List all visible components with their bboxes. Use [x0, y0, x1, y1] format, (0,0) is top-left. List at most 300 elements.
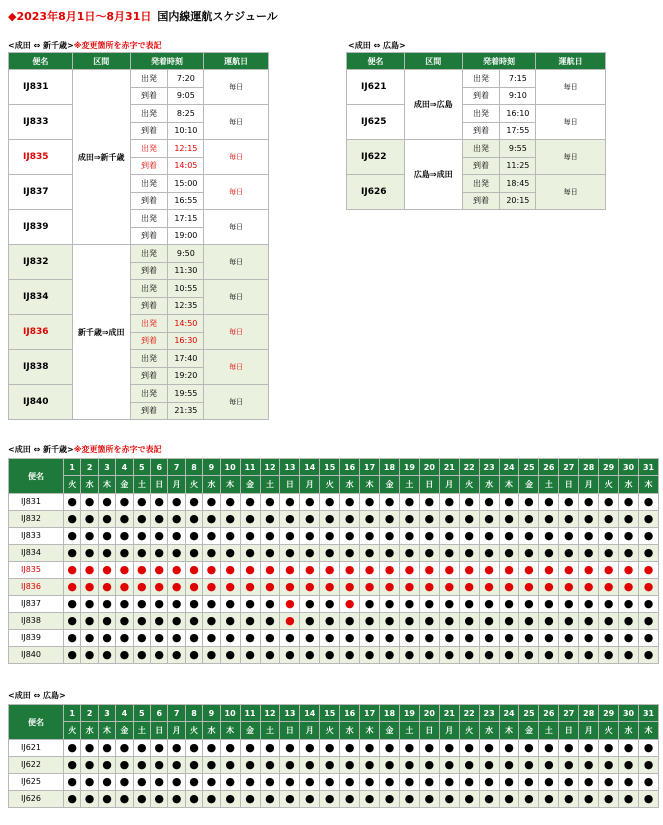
operating-mark: ● — [185, 774, 202, 791]
weekday-header: 水 — [203, 476, 220, 494]
operating-mark: ● — [220, 511, 240, 528]
operating-mark: ● — [380, 774, 400, 791]
weekday-header: 日 — [559, 722, 579, 740]
weekday-header: 日 — [559, 476, 579, 494]
operating-mark: ● — [340, 740, 360, 757]
operating-mark: ● — [340, 757, 360, 774]
flight-code: IJ835 — [9, 562, 64, 579]
date-header: 4 — [116, 459, 133, 476]
operating-mark: ● — [116, 613, 133, 630]
operating-mark: ● — [539, 596, 559, 613]
operating-mark: ● — [519, 596, 539, 613]
operating-mark: ● — [499, 596, 519, 613]
operating-mark: ● — [419, 647, 439, 664]
section-route-label: <成田 ⇔ 新千歳> — [8, 445, 74, 454]
operating-mark: ● — [185, 740, 202, 757]
operating-days: 毎日 — [204, 350, 269, 385]
date-header: 12 — [260, 705, 280, 722]
operating-mark: ● — [599, 579, 619, 596]
operating-mark: ● — [419, 545, 439, 562]
operating-mark: ● — [168, 545, 185, 562]
flight-code: IJ836 — [9, 579, 64, 596]
operating-mark: ● — [133, 528, 150, 545]
flight-code: IJ837 — [9, 175, 73, 210]
operating-mark: ● — [479, 562, 499, 579]
operating-mark: ● — [340, 579, 360, 596]
table-row — [347, 70, 606, 88]
weekday-header: 金 — [116, 722, 133, 740]
operating-mark: ● — [300, 528, 320, 545]
date-header: 15 — [320, 459, 340, 476]
table-row — [347, 105, 606, 123]
operating-mark: ● — [399, 528, 419, 545]
departure-label: 出発 — [130, 315, 168, 333]
operating-mark: ● — [168, 494, 185, 511]
operating-mark: ● — [419, 630, 439, 647]
operating-mark: ● — [133, 791, 150, 808]
operating-mark: ● — [579, 791, 599, 808]
weekday-header: 日 — [419, 476, 439, 494]
operating-mark: ● — [399, 579, 419, 596]
operating-mark: ● — [380, 579, 400, 596]
operating-days: 毎日 — [204, 245, 269, 280]
operating-mark: ● — [133, 774, 150, 791]
weekday-header: 日 — [280, 722, 300, 740]
weekday-header: 金 — [240, 722, 260, 740]
weekday-header: 火 — [64, 476, 81, 494]
operating-mark: ● — [399, 630, 419, 647]
weekday-header: 土 — [133, 476, 150, 494]
operating-mark: ● — [519, 613, 539, 630]
operating-mark: ● — [64, 528, 81, 545]
departure-time: 8:25 — [168, 105, 204, 123]
operating-mark: ● — [320, 757, 340, 774]
operating-mark: ● — [519, 494, 539, 511]
operating-mark: ● — [539, 562, 559, 579]
table-row — [9, 315, 269, 333]
operating-mark: ● — [64, 511, 81, 528]
weekday-header: 木 — [98, 722, 115, 740]
weekday-header: 火 — [459, 476, 479, 494]
operating-mark: ● — [203, 494, 220, 511]
date-header: 15 — [320, 705, 340, 722]
operating-mark: ● — [98, 757, 115, 774]
date-header: 2 — [81, 705, 98, 722]
date-range: ◆2023年8月1日～8月31日 — [8, 10, 152, 23]
operating-mark: ● — [320, 774, 340, 791]
section-route-label: <成田 ⇔ 広島> — [348, 41, 406, 50]
weekday-header: 火 — [185, 476, 202, 494]
operating-mark: ● — [360, 791, 380, 808]
operating-mark: ● — [203, 774, 220, 791]
date-header: 24 — [499, 459, 519, 476]
operating-mark: ● — [220, 757, 240, 774]
weekday-header: 水 — [81, 476, 98, 494]
operating-mark: ● — [240, 562, 260, 579]
table-row — [9, 494, 659, 511]
operating-mark: ● — [499, 774, 519, 791]
operating-mark: ● — [98, 545, 115, 562]
operating-mark: ● — [459, 494, 479, 511]
operating-mark: ● — [280, 579, 300, 596]
operating-mark: ● — [203, 647, 220, 664]
operating-mark: ● — [519, 545, 539, 562]
operating-mark: ● — [300, 630, 320, 647]
date-header-row — [9, 459, 659, 476]
flight-code: IJ839 — [9, 630, 64, 647]
operating-days: 毎日 — [204, 280, 269, 315]
operating-mark: ● — [439, 596, 459, 613]
operating-mark: ● — [168, 630, 185, 647]
operating-mark: ● — [168, 647, 185, 664]
section-label-hiroshima — [348, 40, 406, 51]
operating-mark: ● — [439, 774, 459, 791]
date-header: 7 — [168, 459, 185, 476]
departure-time: 10:55 — [168, 280, 204, 298]
operating-mark: ● — [559, 494, 579, 511]
operating-mark: ● — [220, 613, 240, 630]
arrival-label: 到着 — [130, 227, 168, 245]
flight-code: IJ831 — [9, 494, 64, 511]
operating-mark: ● — [599, 774, 619, 791]
operating-mark: ● — [300, 511, 320, 528]
operating-mark: ● — [280, 647, 300, 664]
flight-code: IJ834 — [9, 280, 73, 315]
operating-mark: ● — [419, 528, 439, 545]
operating-mark: ● — [559, 613, 579, 630]
arrival-time: 21:35 — [168, 402, 204, 420]
table-row — [9, 245, 269, 263]
operating-mark: ● — [459, 562, 479, 579]
operating-mark: ● — [220, 647, 240, 664]
operating-mark: ● — [280, 740, 300, 757]
weekday-header: 土 — [399, 722, 419, 740]
table-row — [347, 140, 606, 158]
date-header: 22 — [459, 459, 479, 476]
operating-mark: ● — [185, 579, 202, 596]
operating-mark: ● — [81, 545, 98, 562]
weekday-header: 月 — [579, 476, 599, 494]
operating-mark: ● — [168, 562, 185, 579]
operating-mark: ● — [203, 630, 220, 647]
operating-mark: ● — [320, 647, 340, 664]
weekday-header: 火 — [459, 722, 479, 740]
operating-mark: ● — [260, 579, 280, 596]
date-header: 11 — [240, 705, 260, 722]
operating-mark: ● — [380, 545, 400, 562]
operating-mark: ● — [240, 511, 260, 528]
arrival-label: 到着 — [462, 122, 500, 140]
operating-mark: ● — [479, 630, 499, 647]
operating-mark: ● — [260, 528, 280, 545]
arrival-time: 11:30 — [168, 262, 204, 280]
arrival-label: 到着 — [130, 192, 168, 210]
arrival-label: 到着 — [462, 87, 500, 105]
departure-time: 9:55 — [500, 140, 536, 158]
departure-time: 18:45 — [500, 175, 536, 193]
operating-mark: ● — [320, 494, 340, 511]
operating-mark: ● — [619, 791, 639, 808]
operating-mark: ● — [151, 596, 168, 613]
operating-mark: ● — [133, 494, 150, 511]
departure-time: 9:50 — [168, 245, 204, 263]
table-row — [9, 647, 659, 664]
operating-mark: ● — [320, 791, 340, 808]
operating-mark: ● — [399, 757, 419, 774]
operating-mark: ● — [81, 757, 98, 774]
operating-mark: ● — [133, 740, 150, 757]
weekday-header: 水 — [203, 722, 220, 740]
operating-mark: ● — [340, 494, 360, 511]
date-header: 1 — [64, 705, 81, 722]
operating-mark: ● — [479, 545, 499, 562]
weekday-header: 月 — [168, 476, 185, 494]
operating-mark: ● — [133, 511, 150, 528]
operating-mark: ● — [360, 774, 380, 791]
operating-mark: ● — [220, 528, 240, 545]
weekday-header: 日 — [151, 476, 168, 494]
arrival-time: 16:30 — [168, 332, 204, 350]
date-header: 28 — [579, 459, 599, 476]
operating-mark: ● — [579, 511, 599, 528]
arrival-time: 19:00 — [168, 227, 204, 245]
operating-mark: ● — [151, 528, 168, 545]
operating-mark: ● — [639, 596, 659, 613]
operating-mark: ● — [185, 630, 202, 647]
operating-mark: ● — [559, 562, 579, 579]
operating-mark: ● — [599, 757, 619, 774]
operating-mark: ● — [340, 774, 360, 791]
operating-mark: ● — [133, 613, 150, 630]
date-header: 17 — [360, 459, 380, 476]
arrival-time: 17:55 — [500, 122, 536, 140]
date-header: 27 — [559, 459, 579, 476]
weekday-header: 木 — [639, 476, 659, 494]
page-title — [8, 8, 278, 24]
operating-mark: ● — [419, 596, 439, 613]
operating-mark: ● — [459, 630, 479, 647]
operating-mark: ● — [98, 791, 115, 808]
operating-mark: ● — [419, 740, 439, 757]
weekday-header: 水 — [619, 722, 639, 740]
weekday-header: 金 — [116, 476, 133, 494]
date-header: 11 — [240, 459, 260, 476]
flight-code: IJ621 — [347, 70, 405, 105]
operating-mark: ● — [320, 579, 340, 596]
section-label-cal-sapporo — [8, 444, 161, 455]
operating-mark: ● — [81, 579, 98, 596]
operating-mark: ● — [240, 791, 260, 808]
operating-mark: ● — [579, 647, 599, 664]
operating-mark: ● — [116, 562, 133, 579]
operating-mark: ● — [185, 494, 202, 511]
operating-mark: ● — [340, 528, 360, 545]
operating-mark: ● — [499, 757, 519, 774]
weekday-header: 月 — [439, 722, 459, 740]
operating-mark: ● — [619, 562, 639, 579]
operating-mark: ● — [116, 596, 133, 613]
date-header: 14 — [300, 705, 320, 722]
departure-label: 出発 — [130, 280, 168, 298]
operating-mark: ● — [619, 774, 639, 791]
calendar-table-sapporo — [8, 458, 659, 664]
operating-mark: ● — [133, 596, 150, 613]
operating-mark: ● — [579, 579, 599, 596]
operating-mark: ● — [203, 579, 220, 596]
operating-mark: ● — [81, 740, 98, 757]
operating-mark: ● — [559, 630, 579, 647]
weekday-header: 金 — [519, 476, 539, 494]
operating-mark: ● — [559, 545, 579, 562]
weekday-header: 火 — [64, 722, 81, 740]
operating-mark: ● — [559, 791, 579, 808]
operating-days: 毎日 — [204, 385, 269, 420]
operating-mark: ● — [133, 757, 150, 774]
operating-mark: ● — [203, 528, 220, 545]
weekday-header-row — [9, 476, 659, 494]
table-row — [9, 210, 269, 228]
operating-mark: ● — [539, 791, 559, 808]
weekday-header: 月 — [300, 722, 320, 740]
operating-mark: ● — [579, 613, 599, 630]
operating-mark: ● — [81, 791, 98, 808]
operating-mark: ● — [81, 494, 98, 511]
operating-mark: ● — [360, 562, 380, 579]
operating-mark: ● — [439, 647, 459, 664]
table-row — [9, 528, 659, 545]
operating-mark: ● — [419, 774, 439, 791]
operating-mark: ● — [81, 647, 98, 664]
operating-days: 毎日 — [536, 140, 606, 175]
table-row — [9, 596, 659, 613]
operating-mark: ● — [64, 791, 81, 808]
operating-mark: ● — [539, 545, 559, 562]
table-row — [9, 280, 269, 298]
flight-code: IJ626 — [9, 791, 64, 808]
operating-mark: ● — [639, 740, 659, 757]
operating-mark: ● — [300, 757, 320, 774]
operating-mark: ● — [439, 613, 459, 630]
operating-mark: ● — [360, 579, 380, 596]
operating-mark: ● — [64, 757, 81, 774]
departure-label: 出発 — [462, 140, 500, 158]
change-note: ※変更箇所を赤字で表記 — [73, 41, 162, 50]
weekday-header: 土 — [539, 722, 559, 740]
operating-mark: ● — [360, 596, 380, 613]
date-header: 16 — [340, 459, 360, 476]
operating-mark: ● — [220, 579, 240, 596]
weekday-header: 月 — [300, 476, 320, 494]
flight-code: IJ832 — [9, 511, 64, 528]
table-row — [9, 579, 659, 596]
operating-mark: ● — [260, 596, 280, 613]
operating-mark: ● — [260, 511, 280, 528]
departure-label: 出発 — [130, 140, 168, 158]
operating-mark: ● — [320, 528, 340, 545]
operating-mark: ● — [300, 579, 320, 596]
operating-mark: ● — [81, 528, 98, 545]
operating-mark: ● — [151, 562, 168, 579]
operating-mark: ● — [360, 528, 380, 545]
operating-mark: ● — [399, 562, 419, 579]
operating-mark: ● — [439, 494, 459, 511]
operating-mark: ● — [499, 494, 519, 511]
date-header: 14 — [300, 459, 320, 476]
operating-mark: ● — [116, 528, 133, 545]
departure-time: 7:20 — [168, 70, 204, 88]
operating-mark: ● — [98, 528, 115, 545]
operating-mark: ● — [203, 740, 220, 757]
arrival-time: 20:15 — [500, 192, 536, 210]
operating-mark: ● — [399, 545, 419, 562]
departure-label: 出発 — [130, 175, 168, 193]
operating-mark: ● — [300, 494, 320, 511]
date-header: 27 — [559, 705, 579, 722]
date-header: 13 — [280, 705, 300, 722]
flight-code: IJ625 — [9, 774, 64, 791]
operating-mark: ● — [499, 740, 519, 757]
departure-label: 出発 — [130, 350, 168, 368]
date-header: 10 — [220, 705, 240, 722]
date-header: 31 — [639, 459, 659, 476]
operating-mark: ● — [98, 511, 115, 528]
operating-days: 毎日 — [204, 70, 269, 105]
operating-mark: ● — [116, 774, 133, 791]
operating-mark: ● — [280, 774, 300, 791]
date-header: 18 — [380, 459, 400, 476]
operating-mark: ● — [300, 647, 320, 664]
operating-mark: ● — [300, 562, 320, 579]
date-header: 21 — [439, 705, 459, 722]
departure-label: 出発 — [462, 175, 500, 193]
operating-mark: ● — [479, 494, 499, 511]
operating-mark: ● — [639, 562, 659, 579]
operating-mark: ● — [340, 613, 360, 630]
operating-mark: ● — [116, 579, 133, 596]
operating-mark: ● — [380, 494, 400, 511]
arrival-label: 到着 — [130, 367, 168, 385]
operating-mark: ● — [320, 613, 340, 630]
date-header: 6 — [151, 705, 168, 722]
operating-mark: ● — [151, 545, 168, 562]
departure-label: 出発 — [130, 70, 168, 88]
date-header: 16 — [340, 705, 360, 722]
weekday-header-row — [9, 722, 659, 740]
date-header: 20 — [419, 459, 439, 476]
flight-code: IJ840 — [9, 385, 73, 420]
operating-mark: ● — [619, 757, 639, 774]
arrival-time: 12:35 — [168, 297, 204, 315]
operating-mark: ● — [419, 494, 439, 511]
date-header: 13 — [280, 459, 300, 476]
operating-mark: ● — [439, 740, 459, 757]
operating-mark: ● — [240, 630, 260, 647]
table-row — [9, 140, 269, 158]
operating-mark: ● — [151, 579, 168, 596]
departure-time: 17:40 — [168, 350, 204, 368]
operating-mark: ● — [619, 511, 639, 528]
section-route-label: <成田 ⇔ 広島> — [8, 691, 66, 700]
operating-mark: ● — [380, 740, 400, 757]
date-header: 3 — [98, 705, 115, 722]
schedule-name: 国内線運航スケジュール — [157, 10, 278, 23]
operating-mark: ● — [619, 579, 639, 596]
operating-mark: ● — [133, 545, 150, 562]
operating-mark: ● — [599, 562, 619, 579]
table-row — [9, 350, 269, 368]
operating-mark: ● — [380, 528, 400, 545]
operating-mark: ● — [185, 528, 202, 545]
